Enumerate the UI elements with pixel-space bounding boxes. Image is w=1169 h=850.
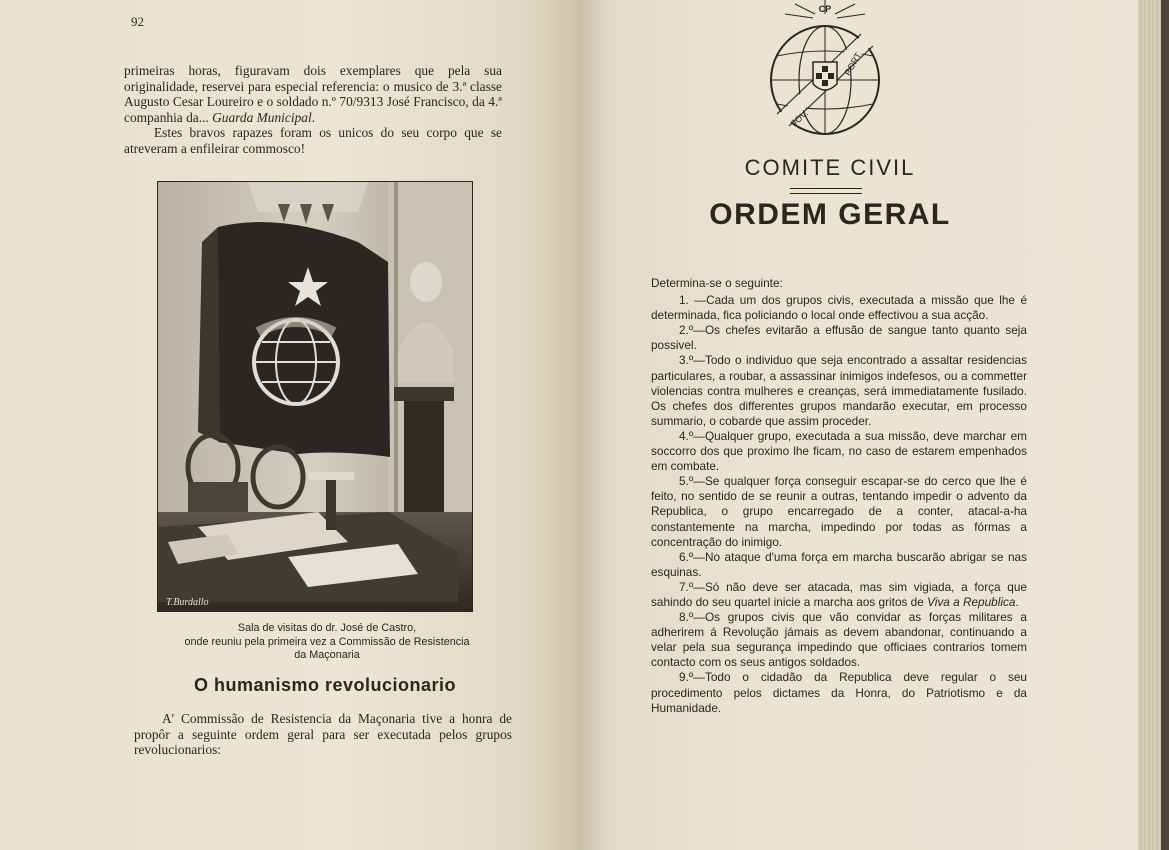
- caption-line-1: Sala de visitas do dr. José de Castro,: [237, 622, 417, 634]
- order-item-2: 2.º—Os chefes evitarão a effusão de sangue tanto quanto seja possivel.: [651, 323, 1027, 353]
- paragraph-1-end: .: [311, 109, 316, 125]
- left-page: [0, 0, 578, 850]
- order-item-3: 3.º—Todo o individuo que seja encontrado a assaltar residencias particulares, a roubar, a assassinar inimigos indefesos, ou a commetter violencias contra mulheres e creanças, será immediatamente fusilado. Os chefes dos differentes grupos mandarão executar, em processo summario, o cobarde que assim proceder.: [651, 353, 1027, 428]
- photograph-salon: [157, 181, 473, 612]
- order-item-7-text: 7.º—Só não deve ser atacada, mas sim vigiada, a força que sahindo do seu quartel inicie a marcha aos gritos de: [651, 579, 1027, 609]
- photo-illustration: [158, 182, 472, 611]
- order-item-7-end: .: [1015, 594, 1019, 609]
- paragraph-2: Estes bravos rapazes foram os unicos do seu corpo que se atreveram a enfileirar commosco!: [124, 125, 502, 156]
- order-item-8: 8.º—Os grupos civis que vão convidar as forças militares a adherirem á Revolução jámais as devem abandonar, continuando a velar pela sua segurança impedindo que officiaes contrarios tomem contacto com os seus antigos soldados.: [651, 610, 1027, 670]
- photo-caption: [130, 622, 524, 663]
- heading-ordem-geral: ORDEM GERAL: [709, 198, 951, 231]
- orders-intro: Determina-se o seguinte:: [651, 276, 783, 290]
- shield-icon: [813, 62, 837, 90]
- photo-signature: T.Burdallo: [166, 597, 209, 608]
- caption-line-3: da Maçonaria: [294, 649, 360, 661]
- paragraph-1-italic: Guarda Municipal: [212, 109, 312, 125]
- paragraph-1: [124, 63, 502, 125]
- emblem-band-right: PORT.: [842, 49, 865, 78]
- double-rule: [790, 188, 862, 194]
- page-edges: [1138, 0, 1169, 850]
- globe-emblem-icon: [755, 0, 895, 140]
- heading-comite-civil: COMITE CIVIL: [744, 155, 916, 180]
- paragraph-3: A' Commissão de Resistencia da Maçonaria tive a honra de propôr a seguinte ordem geral para ser executada pelos grupos revolucionarios:: [134, 711, 512, 758]
- order-item-6: 6.º—No ataque d'uma força em marcha buscarão abrigar se nas esquinas.: [651, 549, 1027, 579]
- order-item-7: [651, 580, 1027, 610]
- order-item-1: 1. —Cada um dos grupos civis, executada a missão que lhe é determinada, fica policiando o local onde effectivou a sua acção.: [651, 293, 1027, 323]
- paragraph-1-text: primeiras horas, figuravam dois exemplares que pela sua originalidade, reservei para especial referencia: o musico de 3.ª classe Augusto Cesar Loureiro e o soldado n.º 70/9313 José Francisco, da 4.ª companhia da...: [124, 63, 502, 125]
- opening-paragraphs: [124, 63, 502, 157]
- order-item-4: 4.º—Qualquer grupo, executada a sua missão, deve marchar em soccorro dos que proximo lhe ficam, no caso de estarem empenhados em combate.: [651, 428, 1027, 474]
- order-item-7-italic: Viva a Republica: [927, 594, 1016, 609]
- page-number: 92: [131, 14, 144, 29]
- caption-line-2: onde reuniu pela primeira vez a Commissão de Resistencia: [184, 635, 470, 648]
- closing-paragraph: [134, 711, 512, 758]
- order-item-5: 5.º—Se qualquer força conseguir escapar-se do cerco que lhe é feito, no sentido de se reunir a outras, tentando impedir o advento da Republica, o grupo encarregado de a conter, atacal-a-ha constantemente na marcha, impedindo por todas as fórmas a concentração do inimigo.: [651, 474, 1027, 549]
- orders-list: [651, 276, 1027, 716]
- order-item-9: 9.º—Todo o cidadão da Republica deve regular o seu procedimento pelos dictames da Honra, do Patriotismo e da Humanidade.: [651, 670, 1027, 715]
- section-title: O humanismo revolucionario: [193, 675, 457, 695]
- emblem-band-left: JOV.: [789, 107, 811, 128]
- emblem-top-label: CP: [818, 4, 832, 14]
